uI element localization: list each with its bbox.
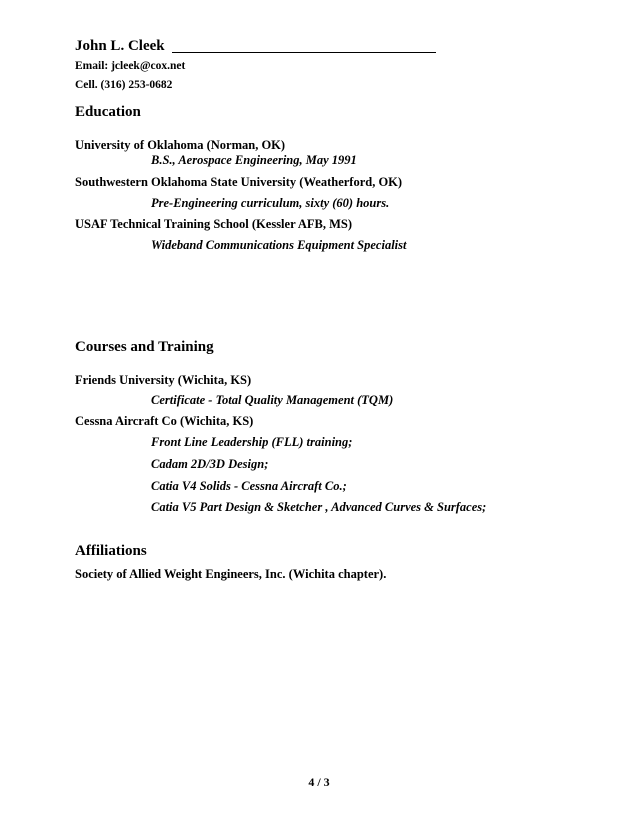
education-detail: Pre-Engineering curriculum, sixty (60) hours. xyxy=(151,196,390,210)
resume-name: John L. Cleek xyxy=(75,38,165,54)
name-underline-rule xyxy=(172,52,436,53)
courses-detail: Catia V5 Part Design & Sketcher , Advanced Curves & Surfaces; xyxy=(151,500,487,514)
affiliations-heading: Affiliations xyxy=(75,543,147,559)
email-line: Email: jcleek@cox.net xyxy=(75,60,186,72)
education-institution: University of Oklahoma (Norman, OK) xyxy=(75,138,286,152)
courses-detail: Catia V4 Solids - Cessna Aircraft Co.; xyxy=(151,479,347,493)
courses-institution: Cessna Aircraft Co (Wichita, KS) xyxy=(75,414,254,428)
education-detail: B.S., Aerospace Engineering, May 1991 xyxy=(151,153,357,167)
page-number: 4 / 3 xyxy=(308,775,330,789)
courses-detail: Front Line Leadership (FLL) training; xyxy=(151,435,353,449)
cell-phone-line: Cell. (316) 253-0682 xyxy=(75,79,173,91)
education-heading: Education xyxy=(75,104,141,120)
affiliations-text: Society of Allied Weight Engineers, Inc. (Wichita chapter). xyxy=(75,567,387,581)
courses-institution: Friends University (Wichita, KS) xyxy=(75,373,252,387)
education-detail: Wideband Communications Equipment Specialist xyxy=(151,238,407,252)
courses-detail: Certificate - Total Quality Management (TQM) xyxy=(151,393,394,407)
education-institution: Southwestern Oklahoma State University (Weatherford, OK) xyxy=(75,175,403,189)
education-institution: USAF Technical Training School (Kessler AFB, MS) xyxy=(75,217,352,231)
courses-heading: Courses and Training xyxy=(75,339,214,355)
courses-detail: Cadam 2D/3D Design; xyxy=(151,457,269,471)
